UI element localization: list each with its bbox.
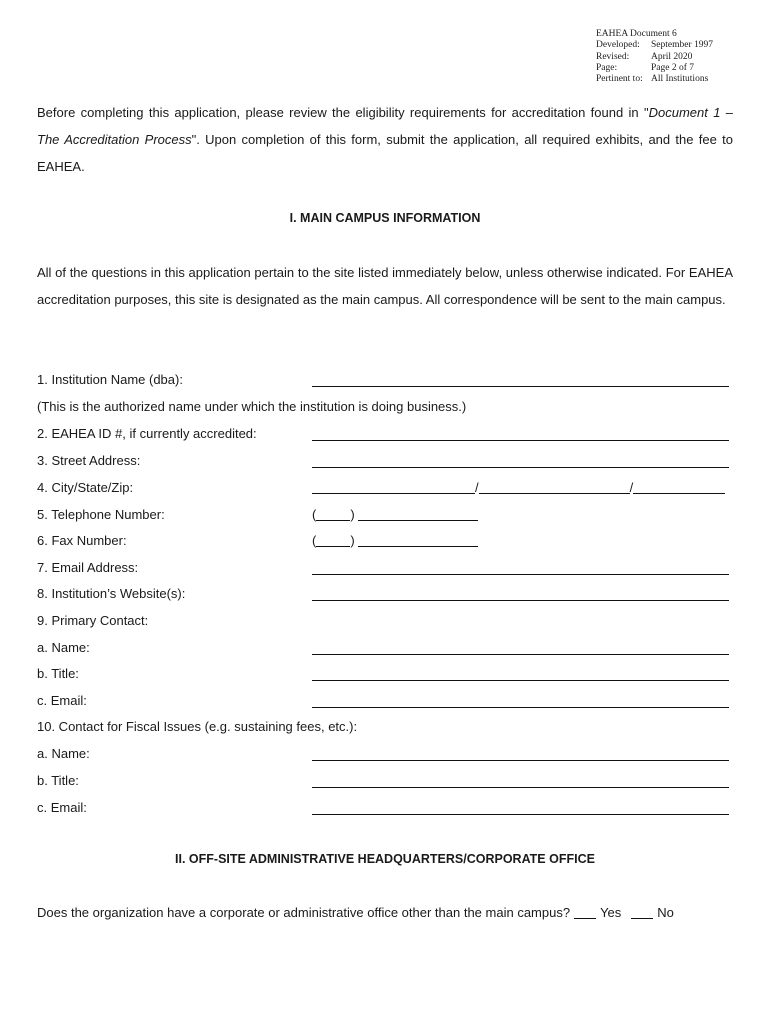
field-label: 6. Fax Number:	[37, 533, 127, 548]
field-fiscal-contact	[37, 719, 733, 739]
section-2-heading: II. OFF-SITE ADMINISTRATIVE HEADQUARTERS/CORPORATE OFFICE	[175, 852, 595, 866]
city-line[interactable]	[312, 480, 475, 494]
field-street-address	[37, 453, 733, 473]
field-institution-name	[37, 372, 733, 392]
field-fiscal-contact-name	[37, 746, 733, 766]
intro-text-after: ". Upon completion of this form, submit the application, all required exhibits, and the fee to EAHEA.	[37, 132, 733, 174]
document-title: EAHEA Document 6	[596, 29, 677, 39]
doc-info-value: All Institutions	[651, 74, 709, 85]
fiscal-contact-title-line[interactable]	[312, 787, 729, 788]
section-1-heading: I. MAIN CAMPUS INFORMATION	[289, 211, 481, 225]
doc-info-row-pertinent	[596, 74, 756, 85]
zip-line[interactable]	[633, 480, 725, 494]
field-label: 5. Telephone Number:	[37, 507, 165, 522]
field-telephone	[37, 507, 733, 527]
field-email	[37, 560, 733, 580]
field-label: a. Name:	[37, 746, 90, 761]
field-label: 8. Institution’s Website(s):	[37, 586, 186, 601]
institution-name-line[interactable]	[312, 386, 729, 387]
primary-contact-email-line[interactable]	[312, 707, 729, 708]
no-blank[interactable]	[631, 905, 653, 919]
area-code-line[interactable]	[316, 507, 350, 521]
field-label: 1. Institution Name (dba):	[37, 372, 183, 387]
off-site-office-question	[37, 905, 737, 920]
city-state-zip-lines[interactable]: / /	[312, 480, 725, 495]
doc-info-key: Revised:	[596, 51, 630, 62]
field-fax	[37, 533, 733, 553]
doc-info-value: September 1997	[651, 40, 714, 51]
yes-blank[interactable]	[574, 905, 596, 919]
field-label: 7. Email Address:	[37, 560, 139, 575]
field-label: 2. EAHEA ID #, if currently accredited:	[37, 426, 257, 441]
field-fiscal-contact-email	[37, 800, 733, 820]
field-primary-contact-email	[37, 693, 733, 713]
doc-info-key: Developed:	[596, 40, 640, 51]
field-label: 9. Primary Contact:	[37, 613, 149, 628]
field-label: 3. Street Address:	[37, 453, 141, 468]
field-note: (This is the authorized name under which the institution is doing business.)	[37, 399, 467, 414]
field-label: b. Title:	[37, 773, 79, 788]
field-label: a. Name:	[37, 640, 90, 655]
yes-label: Yes	[600, 905, 622, 920]
doc-info-value: Page 2 of 7	[651, 62, 695, 73]
phone-number-line[interactable]	[358, 507, 478, 521]
field-label: b. Title:	[37, 666, 79, 681]
email-line[interactable]	[312, 574, 729, 575]
field-primary-contact-title	[37, 666, 733, 686]
field-institution-note	[37, 399, 733, 419]
fax-lines[interactable]: ( )	[312, 533, 478, 548]
telephone-lines[interactable]: ( )	[312, 507, 478, 522]
no-label: No	[657, 905, 674, 920]
street-address-line[interactable]	[312, 467, 729, 468]
intro-paragraph	[37, 99, 733, 180]
field-fiscal-contact-title	[37, 773, 733, 793]
state-line[interactable]	[479, 480, 630, 494]
primary-contact-name-line[interactable]	[312, 654, 729, 655]
eahea-id-line[interactable]	[312, 440, 729, 441]
fiscal-contact-email-line[interactable]	[312, 814, 729, 815]
intro-text-before: Before completing this application, please review the eligibility requirements for accreditation found in "	[37, 105, 649, 120]
doc-info-row-page	[596, 63, 756, 74]
primary-contact-title-line[interactable]	[312, 680, 729, 681]
question-text: Does the organization have a corporate or administrative office other than the main campus?	[37, 905, 571, 920]
doc-info-key: Pertinent to:	[596, 74, 643, 85]
field-label: c. Email:	[37, 693, 87, 708]
field-label: 10. Contact for Fiscal Issues (e.g. sustaining fees, etc.):	[37, 719, 358, 734]
doc-info-value: April 2020	[651, 51, 693, 62]
field-label: 4. City/State/Zip:	[37, 480, 134, 495]
section-1-paragraph: All of the questions in this application pertain to the site listed immediately below, unless otherwise indicated. For EAHEA accreditation purposes, this site is designated as the main campus. All correspondence will be sent to the main campus.	[37, 265, 733, 307]
doc-info-row-developed	[596, 40, 756, 51]
website-line[interactable]	[312, 600, 729, 601]
field-label: c. Email:	[37, 800, 87, 815]
field-website	[37, 586, 733, 606]
doc-info-row-revised	[596, 52, 756, 63]
document-info-block	[596, 29, 756, 85]
document-reference: Document 1 – The Accreditation Process	[37, 105, 733, 147]
field-primary-contact	[37, 613, 733, 633]
fax-number-line[interactable]	[358, 533, 478, 547]
field-eahea-id	[37, 426, 733, 446]
field-primary-contact-name	[37, 640, 733, 660]
fiscal-contact-name-line[interactable]	[312, 760, 729, 761]
doc-info-key: Page:	[596, 62, 618, 73]
fax-area-code-line[interactable]	[316, 533, 350, 547]
field-city-state-zip	[37, 480, 733, 500]
